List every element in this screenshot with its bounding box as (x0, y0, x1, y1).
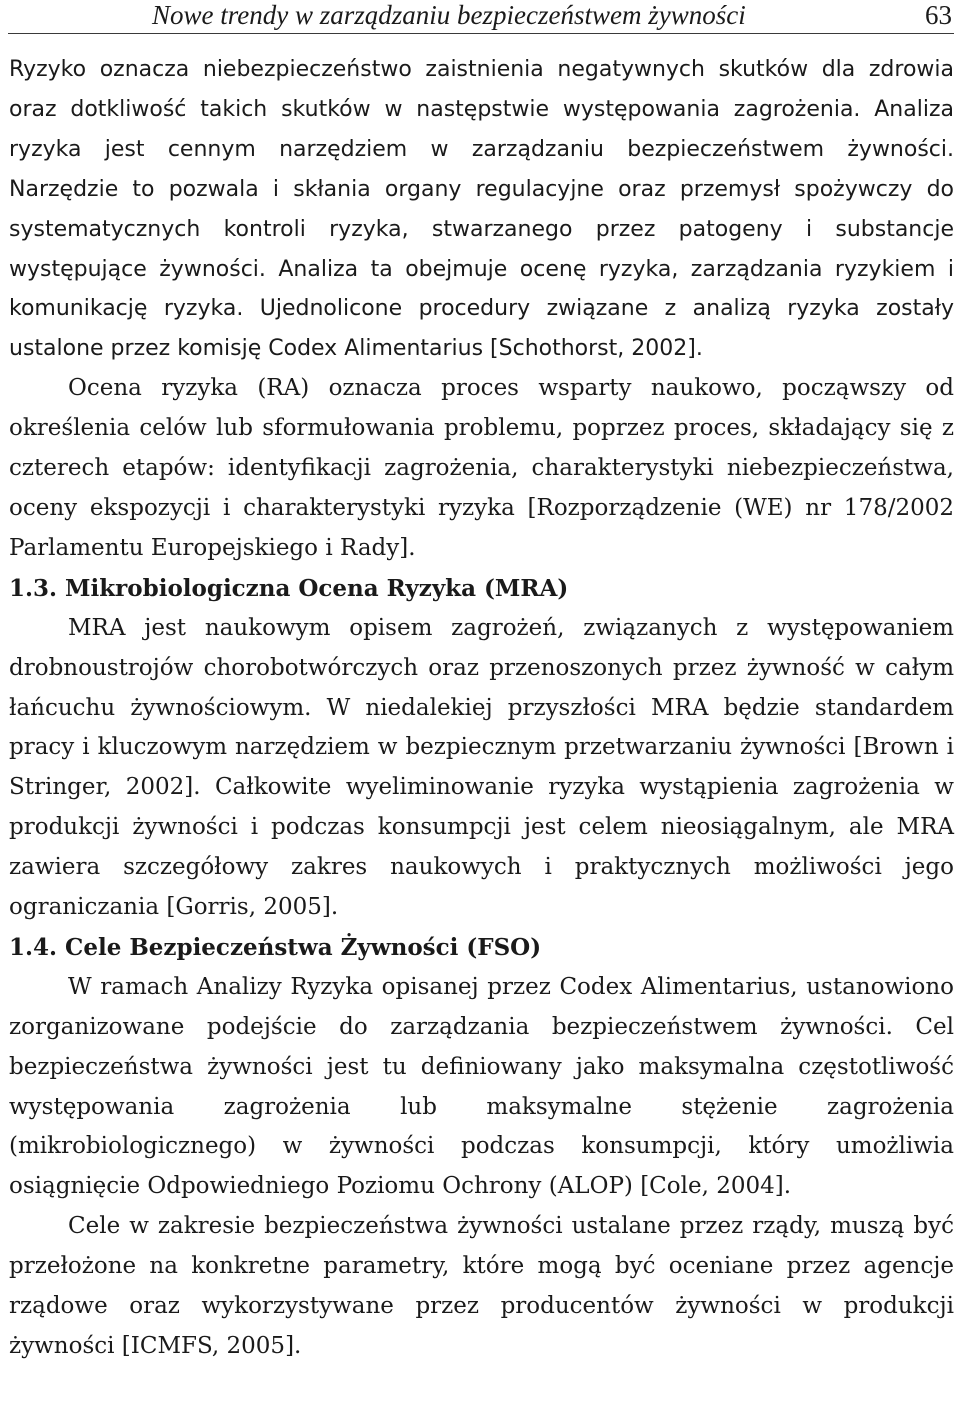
section-number: 1.4. (9, 933, 58, 961)
section-heading-mra (9, 569, 954, 609)
paragraph-risk-assessment: Ocena ryzyka (RA) oznacza proces wsparty naukowo, począwszy od określenia celów lub sformułowania problemu, poprzez proces, składający się z czterech etapów: identyfikacji zagrożenia, charakterystyki niebezpieczeństwa, oceny ekspozycji i charakterystyki ryzyka [Rozporządzenie (WE) nr 178/2002 Parlamentu Europejskiego i Rady]. (9, 375, 954, 561)
section-title: Cele Bezpieczeństwa Żywności (FSO) (65, 933, 542, 961)
page-number: 63 (925, 0, 952, 30)
paragraph-risk-definition: Ryzyko oznacza niebezpieczeństwo zaistnienia negatywnych skutków dla zdrowia oraz dotkliwość takich skutków w następstwie występowania zagrożenia. Analiza ryzyka jest cennym narzędziem w zarządzaniu bezpieczeństwem żywności. Narzędzie to pozwala i skłania organy regulacyjne oraz przemysł spożywczy do systematycznych kontroli ryzyka, stwarzanego przez patogeny i substancje występujące żywności. Analiza ta obejmuje ocenę ryzyka, zarządzania ryzykiem i komunikację ryzyka. Ujednolicone procedury związane z analizą ryzyka zostały ustalone przez komisję Codex Alimentarius [Schothorst, 2002]. (9, 57, 954, 362)
section-heading-fso (9, 928, 954, 968)
paragraph-mra: MRA jest naukowym opisem zagrożeń, związanych z występowaniem drobnoustrojów chorobotwórczych oraz przenoszonych przez żywność w całym łańcuchu żywnościowym. W niedalekiej przyszłości MRA będzie standardem pracy i kluczowym narzędziem w bezpiecznym przetwarzaniu żywności [Brown i Stringer, 2002]. Całkowite wyeliminowanie ryzyka wystąpienia zagrożenia w produkcji żywności i podczas konsumpcji jest celem nieosiągalnym, ale MRA zawiera szczegółowy zakres naukowych i praktycznych możliwości jego ograniczania [Gorris, 2005]. (9, 614, 954, 921)
page-body (9, 50, 954, 1367)
section-number: 1.3. (9, 574, 58, 602)
paragraph-fso-definition: W ramach Analizy Ryzyka opisanej przez Codex Alimentarius, ustanowiono zorganizowane podejście do zarządzania bezpieczeństwem żywności. Cel bezpieczeństwa żywności jest tu definiowany jako maksymalna częstotliwość występowania zagrożenia lub maksymalne stężenie zagrożenia (mikrobiologicznego) w żywności podczas konsumpcji, który umożliwia osiągnięcie Odpowiedniego Poziomu Ochrony (ALOP) [Cole, 2004]. (9, 973, 954, 1200)
running-title: Nowe trendy w zarządzaniu bezpieczeństwem żywności (152, 0, 746, 30)
paragraph-fso-goals: Cele w zakresie bezpieczeństwa żywności ustalane przez rządy, muszą być przełożone na konkretne parametry, które mogą być oceniane przez agencje rządowe oraz wykorzystywane przez producentów żywności w produkcji żywności [ICMFS, 2005]. (9, 1213, 954, 1359)
running-header (8, 0, 954, 34)
section-title: Mikrobiologiczna Ocena Ryzyka (MRA) (65, 574, 569, 602)
